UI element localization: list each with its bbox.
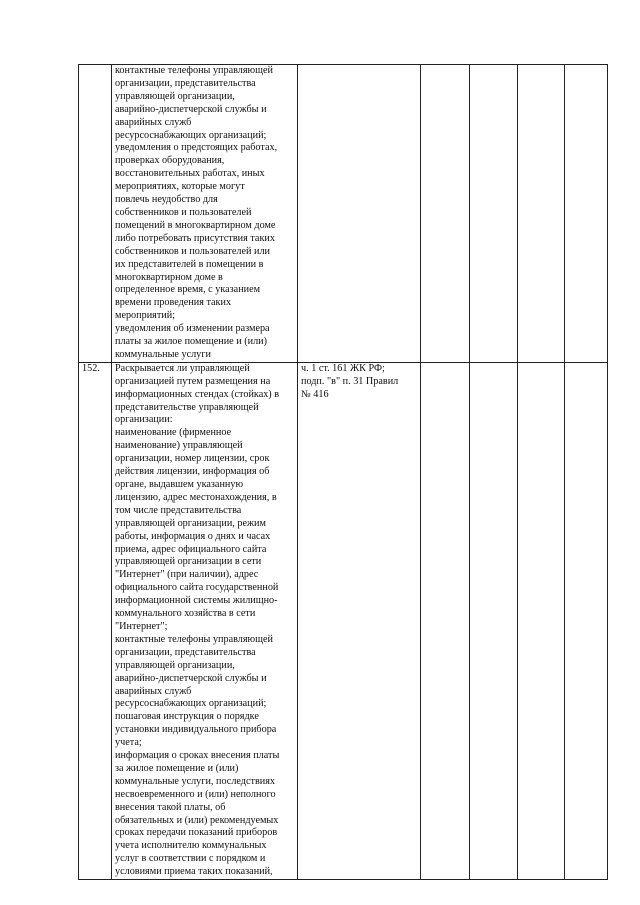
question-text-line: наименование) управляющей (115, 440, 243, 452)
question-text-line: проверках оборудования, (115, 155, 225, 167)
question-text-line: коммунальные услуги (115, 348, 211, 360)
question-text-line: управляющей организации, режим (115, 517, 266, 529)
question-text-line: обязательных и (или) рекомендуемых (115, 814, 279, 826)
question-text-line: "Интернет"; (115, 620, 168, 632)
question-text-line: организации, представительства (115, 77, 256, 89)
table-row (79, 362, 608, 879)
question-text-line: коммунального хозяйства в сети (115, 608, 256, 620)
question-text-line: условиями приема таких показаний, (115, 866, 273, 878)
question-text-line: мероприятиях, которые могут (115, 181, 245, 193)
row-number-cell (79, 65, 112, 363)
note-cell (565, 65, 608, 363)
question-text-line: несвоевременного и (или) неполного (115, 788, 276, 800)
question-text-line: услуг в соответствии с порядком и (115, 853, 266, 865)
question-text-line: либо потребовать присутствия таких (115, 232, 275, 244)
question-text-line: представительстве управляющей (115, 401, 259, 413)
reference-text-line: подп. "в" п. 31 Правил (301, 375, 399, 387)
note-cell (565, 362, 608, 879)
question-text-line: уведомления о предстоящих работах, (115, 142, 278, 154)
question-text-line: учета исполнителю коммунальных (115, 840, 267, 852)
row-number: 152. (82, 362, 100, 374)
question-text-line: ресурсоснабжающих организаций; (115, 698, 267, 710)
question-text-line: внесения такой платы, об (115, 801, 226, 813)
reference-text-line: № 416 (301, 388, 329, 400)
reference-text-line: ч. 1 ст. 161 ЖК РФ; (301, 362, 385, 374)
question-text-line: организации, представительства (115, 646, 256, 658)
question-text-line: информационных стендах (стойках) в (115, 388, 280, 400)
question-text-line: официального сайта государственной (115, 582, 279, 594)
question-text-line: мероприятий; (115, 310, 176, 322)
question-text-line: определенное время, с указанием (115, 284, 261, 296)
answer-no-cell (470, 362, 518, 879)
question-text-line: многоквартирном доме в (115, 271, 223, 283)
question-text-line: помещений в многоквартирном доме (115, 219, 276, 231)
question-text-line: организации: (115, 414, 173, 426)
question-text-line: сроках передачи показаний приборов (115, 827, 278, 839)
question-text-line: пошаговая инструкция о порядке (115, 711, 259, 723)
question-text-line: коммунальные услуги, последствиях (115, 775, 275, 787)
question-text-line: приема, адрес официального сайта (115, 543, 267, 555)
question-text-line: аварийных служб (115, 116, 192, 128)
question-text-line: Раскрывается ли управляющей (115, 362, 250, 374)
question-cell (112, 362, 298, 879)
question-text-line: установки индивидуального прибора (115, 724, 277, 736)
question-text-line: работы, информация о днях и часах (115, 530, 271, 542)
answer-yes-cell (421, 362, 470, 879)
table-row (79, 65, 608, 363)
question-text-line: собственников и пользователей или (115, 245, 270, 257)
question-text-line: их представителей в помещении в (115, 258, 264, 270)
row-number-cell (79, 362, 112, 879)
question-text-line: аварийно-диспетчерской службы и (115, 103, 267, 115)
checklist-table (78, 64, 608, 880)
question-text-line: контактные телефоны управляющей (115, 65, 273, 76)
question-text-line: контактные телефоны управляющей (115, 633, 273, 645)
question-text-line: платы за жилое помещение и (или) (115, 336, 268, 348)
answer-yes-cell (421, 65, 470, 363)
question-text-line: "Интернет" (при наличии), адрес (115, 569, 259, 581)
reference-cell (298, 65, 421, 363)
question-text-line: том числе представительства (115, 504, 242, 516)
answer-na-cell (518, 65, 565, 363)
question-text-line: аварийных служб (115, 685, 192, 697)
question-text-line: управляющей организации в сети (115, 556, 262, 568)
question-text-line: восстановительных работах, иных (115, 168, 265, 180)
question-text-line: ресурсоснабжающих организаций; (115, 129, 267, 141)
question-text-line: органе, выдавшем указанную (115, 479, 244, 490)
reference-cell (298, 362, 421, 879)
question-text-line: повлечь неудобство для (115, 194, 218, 206)
question-text-line: управляющей организации, (115, 659, 235, 671)
question-cell (112, 65, 298, 363)
question-text-line: управляющей организации, (115, 90, 235, 102)
answer-no-cell (470, 65, 518, 363)
question-text-line: информационной системы жилищно- (115, 595, 278, 607)
question-text-line: наименование (фирменное (115, 427, 232, 439)
answer-na-cell (518, 362, 565, 879)
question-text-line: аварийно-диспетчерской службы и (115, 672, 267, 684)
question-text-line: информация о сроках внесения платы (115, 750, 280, 762)
question-text-line: учета; (115, 737, 142, 749)
question-text-line: времени проведения таких (115, 297, 232, 309)
question-text-line: уведомления об изменении размера (115, 323, 270, 335)
question-text-line: организацией путем размещения на (115, 375, 271, 387)
question-text-line: за жилое помещение и (или) (115, 762, 239, 774)
question-text-line: действия лицензии, информация об (115, 466, 270, 478)
question-text-line: лицензию, адрес местонахождения, в (115, 491, 277, 503)
question-text-line: организации, номер лицензии, срок (115, 453, 270, 465)
question-text-line: собственников и пользователей (115, 206, 252, 218)
